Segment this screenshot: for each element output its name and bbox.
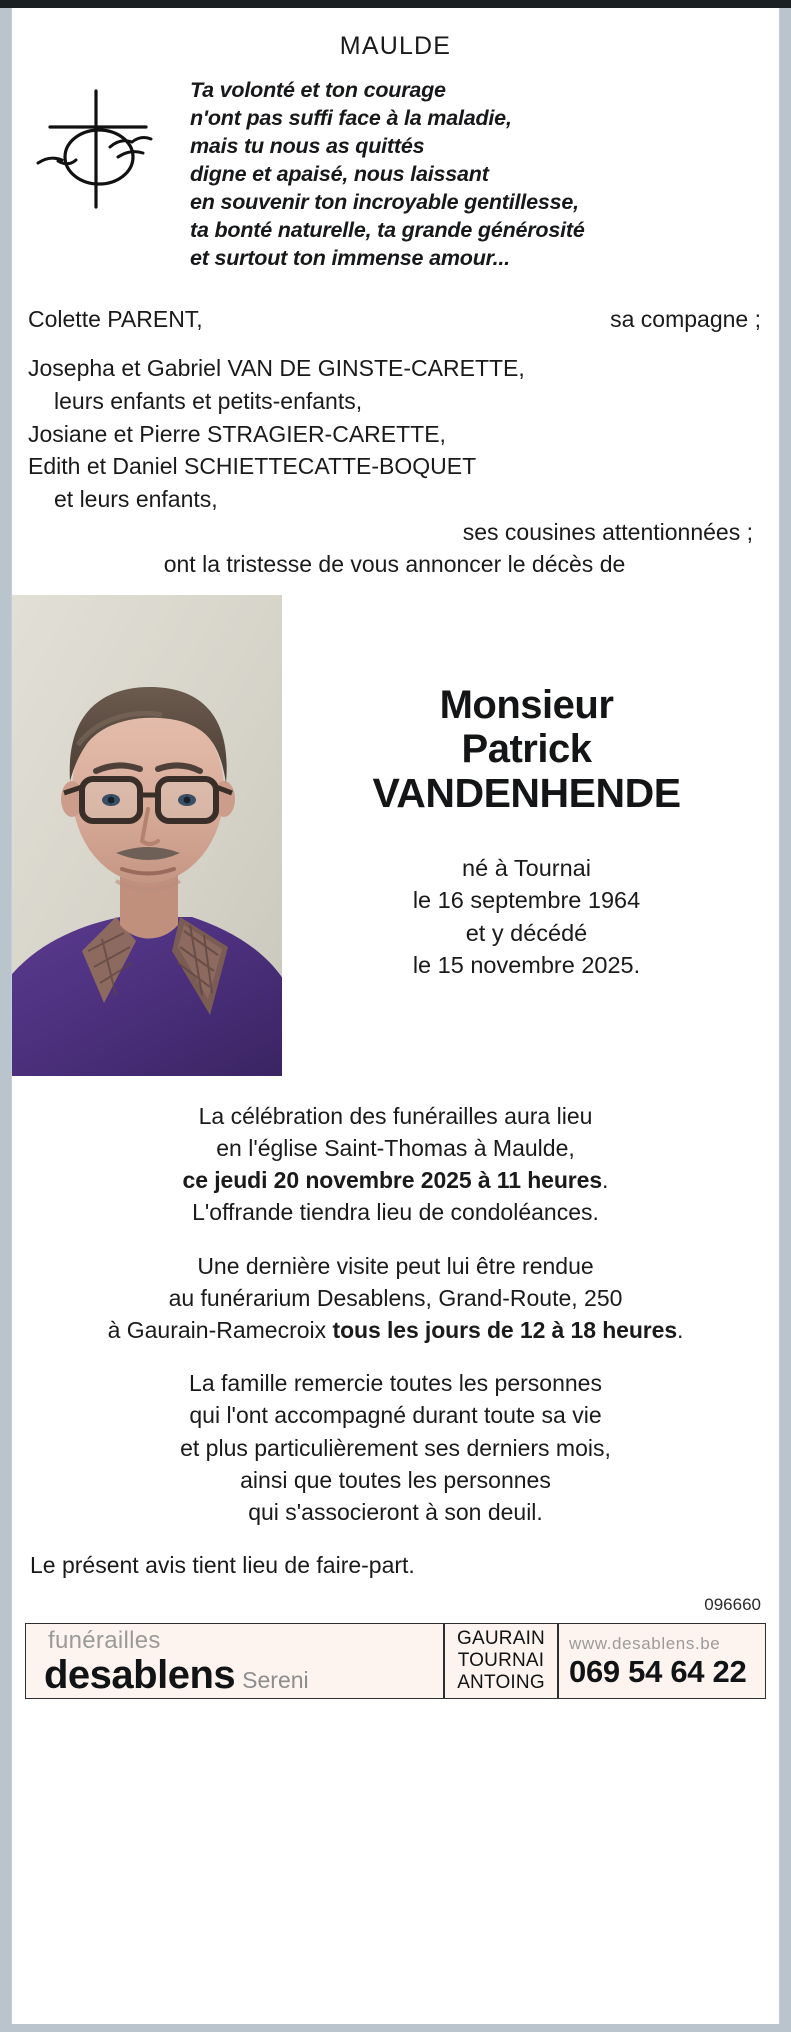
contact-block — [559, 1624, 765, 1698]
celebration-line: en l'église Saint-Thomas à Maulde, — [216, 1135, 575, 1161]
poem-text — [190, 77, 779, 273]
thanks-line: qui s'associeront à son deuil. — [248, 1498, 543, 1525]
visit-line: au funérarium Desablens, Grand-Route, 250 — [168, 1284, 623, 1311]
visit-hours-line — [28, 1314, 763, 1346]
locality-heading: MAULDE — [339, 32, 452, 60]
cross-with-sun-and-birds-icon — [12, 77, 190, 212]
phone-number: 069 54 64 22 — [569, 1654, 747, 1690]
deceased-last-name: VANDENHENDE — [372, 769, 681, 816]
city-item: TOURNAI — [457, 1650, 545, 1672]
celebration-period: . — [602, 1167, 609, 1194]
birth-date: le 16 septembre 1964 — [412, 887, 641, 914]
family-member-line: Edith et Daniel SCHIETTECATTE-BOQUET — [28, 453, 477, 480]
service-information — [12, 1100, 779, 1581]
companion-role: sa compagne ; — [610, 305, 761, 332]
poem-line: Ta volonté et ton courage — [190, 78, 446, 102]
death-date: le 15 novembre 2025. — [412, 952, 641, 979]
poem-line: n'ont pas suffi face à la maladie, — [190, 105, 512, 130]
celebration-block — [28, 1100, 763, 1229]
death-place: et y décédé — [465, 919, 588, 946]
celebration-line: La célébration des funérailles aura lieu — [198, 1102, 593, 1129]
visit-line: Une dernière visite peut lui être rendue — [197, 1252, 594, 1279]
name-block — [282, 595, 779, 1076]
thanks-line: La famille remercie toutes les personnes — [189, 1370, 602, 1397]
poem-section — [12, 77, 779, 273]
poem-line: digne et apaisé, nous laissant — [190, 161, 489, 186]
brand-top-word: funérailles — [48, 1627, 161, 1655]
companion-name: Colette PARENT, — [28, 305, 203, 332]
reference-number: 096660 — [704, 1595, 761, 1615]
poem-line: et surtout ton immense amour... — [190, 245, 510, 270]
poem-line: ta bonté naturelle, ta grande générosité — [190, 217, 585, 242]
top-rule — [0, 0, 791, 8]
brand-suffix-word: Sereni — [242, 1667, 309, 1694]
celebration-datetime-line — [28, 1164, 763, 1196]
city-item: ANTOING — [457, 1672, 545, 1694]
companion-row — [28, 303, 761, 336]
visit-hours: tous les jours de 12 à 18 heures — [332, 1316, 678, 1343]
cousins-note: ses cousines attentionnées ; — [462, 518, 753, 545]
family-member-line: et leurs enfants, — [54, 485, 218, 512]
family-member-line: Josepha et Gabriel VAN DE GINSTE-CARETTE, — [28, 355, 525, 382]
deceased-first-name: Patrick — [461, 726, 592, 771]
visitation-block — [28, 1250, 763, 1347]
brand-logo — [26, 1624, 443, 1698]
spacer — [28, 335, 761, 352]
birth-place: né à Tournai — [462, 854, 591, 881]
deceased-name — [290, 683, 763, 816]
visit-period: . — [677, 1316, 684, 1343]
family-section — [12, 303, 779, 581]
celebration-datetime: ce jeudi 20 novembre 2025 à 11 heures — [182, 1167, 603, 1194]
poem-line: mais tu nous as quittés — [190, 133, 425, 158]
poem-line: en souvenir ton incroyable gentillesse, — [190, 189, 579, 214]
notice-line: Le présent avis tient lieu de faire-part. — [30, 1552, 415, 1579]
funeral-home-footer — [25, 1623, 766, 1699]
portrait-and-name-section — [12, 595, 779, 1076]
thanks-line: ainsi que toutes les personnes — [240, 1466, 551, 1493]
thanks-block — [28, 1367, 763, 1528]
city-list — [443, 1624, 559, 1698]
portrait-photo — [12, 595, 282, 1076]
website-link[interactable]: www.desablens.be — [569, 1634, 721, 1654]
city-item: GAURAIN — [457, 1628, 545, 1650]
family-member-line: Josiane et Pierre STRAGIER-CARETTE, — [28, 420, 446, 447]
life-dates — [290, 852, 763, 982]
thanks-line: et plus particulièrement ses derniers mois, — [180, 1434, 611, 1461]
offering-line: L'offrande tiendra lieu de condoléances. — [192, 1199, 599, 1226]
visit-place: à Gaurain-Ramecroix — [107, 1316, 333, 1343]
notice-sheet — [11, 8, 780, 2024]
brand-main-row — [44, 1653, 437, 1698]
family-member-line: leurs enfants et petits-enfants, — [54, 387, 363, 414]
brand-main-word: desablens — [44, 1653, 236, 1698]
deceased-title: Monsieur — [439, 682, 614, 727]
announcement-line: ont la tristesse de vous annoncer le décès de — [163, 551, 626, 578]
thanks-line: qui l'ont accompagné durant toute sa vie — [189, 1402, 602, 1429]
